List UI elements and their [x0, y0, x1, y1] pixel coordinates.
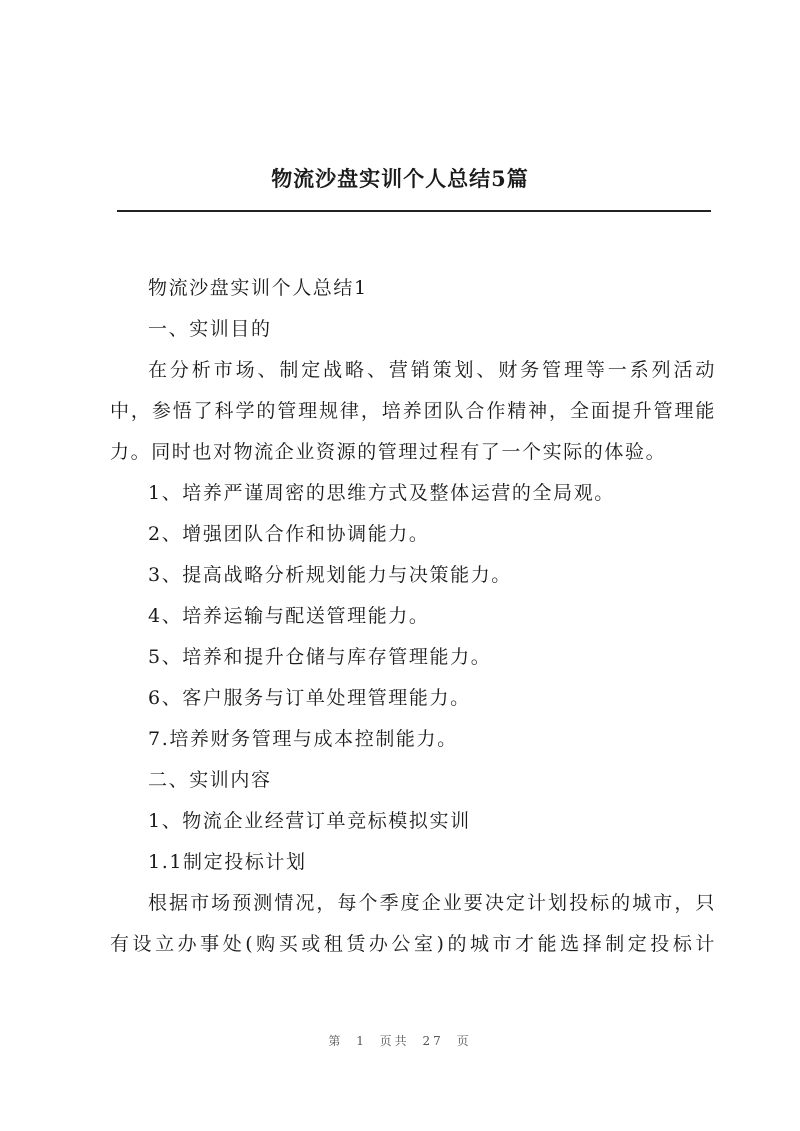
list-item: 4、培养运输与配送管理能力。 [148, 605, 430, 627]
list-item: 6、客户服务与订单处理管理能力。 [148, 687, 471, 709]
document-body [110, 268, 716, 965]
list-item: 2、增强团队合作和协调能力。 [148, 523, 430, 545]
document-title: 物流沙盘实训个人总结5篇 [271, 166, 529, 191]
title-divider [117, 210, 711, 212]
subsection-heading: 1、物流企业经营订单竞标模拟实训 [148, 810, 471, 832]
subsection-heading: 1.1制定投标计划 [148, 851, 307, 873]
subsection-heading: 二、实训内容 [148, 769, 272, 791]
section-heading: 物流沙盘实训个人总结1 [148, 277, 368, 299]
subsection-heading: 一、实训目的 [148, 318, 272, 340]
body-paragraph: 根据市场预测情况，每个季度企业要决定计划投标的城市，只有设立办事处(购买或租赁办公室)的城市才能选择制定投标计 [110, 892, 716, 955]
list-item: 1、培养严谨周密的思维方式及整体运营的全局观。 [148, 482, 615, 504]
list-item: 3、提高战略分析规划能力与决策能力。 [148, 564, 512, 586]
page-number: 第 1 页共 27 页 [328, 1034, 472, 1048]
body-paragraph: 在分析市场、制定战略、营销策划、财务管理等一系列活动中，参悟了科学的管理规律，培养团队合作精神，全面提升管理能力。同时也对物流企业资源的管理过程有了一个实际的体验。 [110, 359, 716, 463]
list-item: 7.培养财务管理与成本控制能力。 [148, 728, 458, 750]
list-item: 5、培养和提升仓储与库存管理能力。 [148, 646, 492, 668]
